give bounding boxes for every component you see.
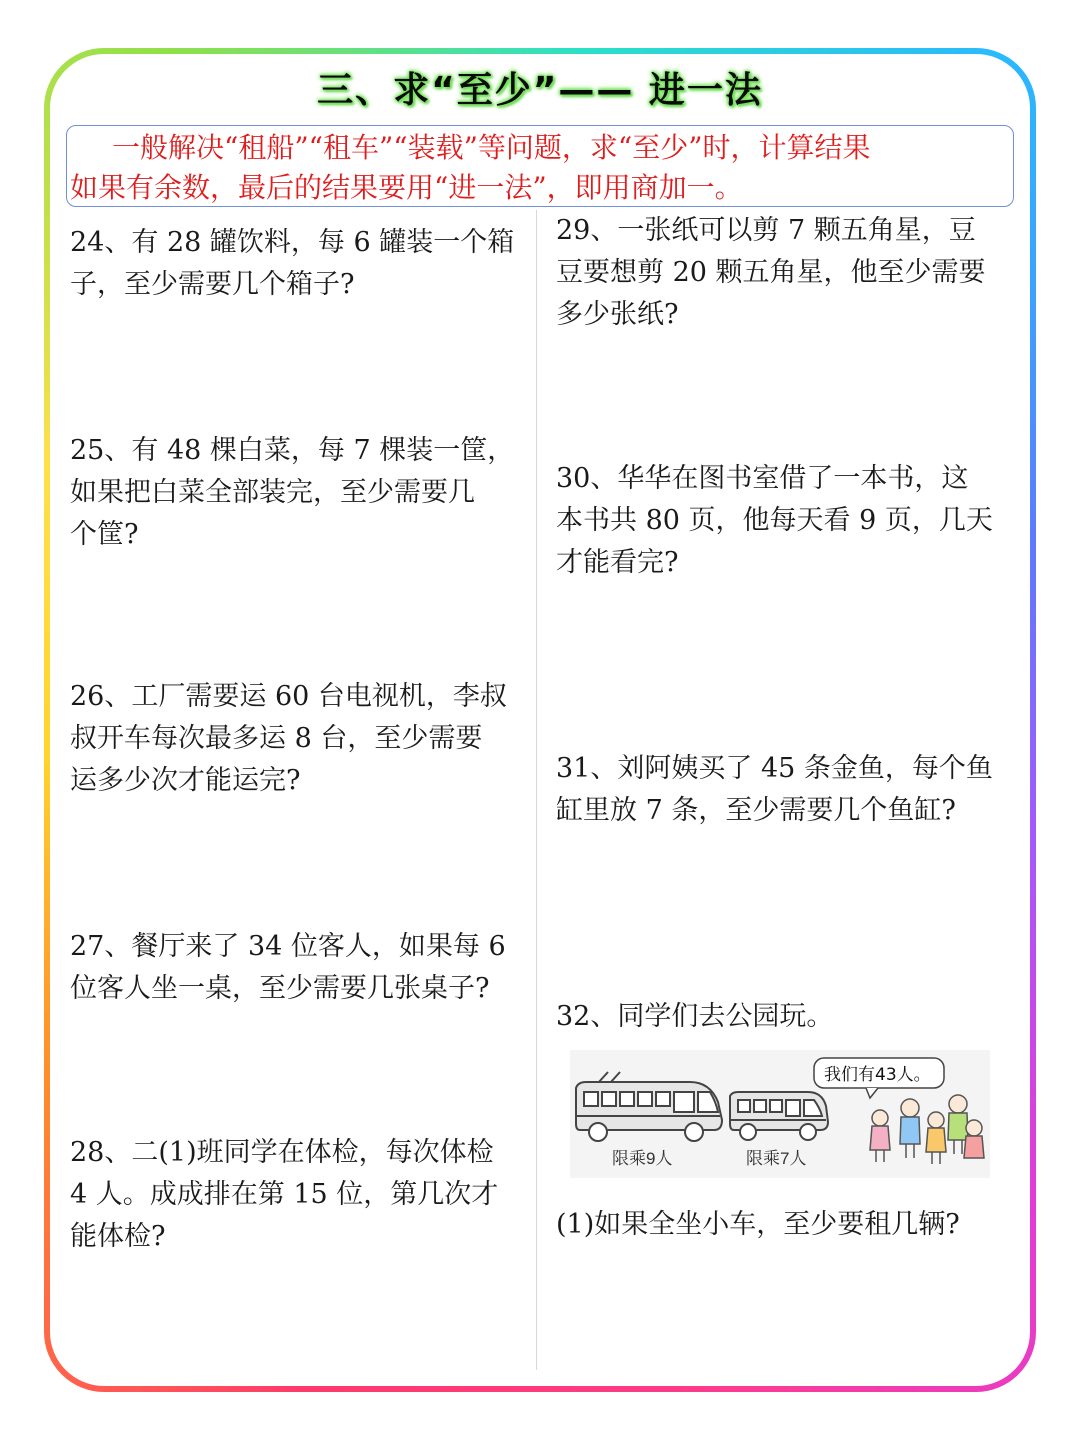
question-29: 29、一张纸可以剪 7 颗五角星，豆 豆要想剪 20 颗五角星，他至少需要 多少张纸?	[556, 215, 986, 330]
question-32: 32、同学们去公园玩。	[556, 1001, 834, 1032]
speech-text: 我们有43人。	[824, 1065, 931, 1085]
page-title: 三、求“至少”—— 进一法	[317, 70, 763, 111]
question-27: 27、餐厅来了 34 位客人，如果每 6 位客人坐一桌，至少需要几张桌子?	[70, 931, 506, 1004]
note-line-1: 一般解决“租船”“租车”“装载”等问题，求“至少”时，计算结果	[112, 131, 871, 164]
note-line-2: 如果有余数，最后的结果要用“进一法”，即用商加一。	[70, 171, 743, 204]
question-32-part-1: (1)如果全坐小车，至少要租几辆?	[556, 1209, 960, 1240]
question-24: 24、有 28 罐饮料，每 6 罐装一个箱 子，至少需要几个箱子?	[70, 227, 515, 300]
question-31: 31、刘阿姨买了 45 条金鱼，每个鱼 缸里放 7 条，至少需要几个鱼缸?	[556, 753, 993, 826]
question-25: 25、有 48 棵白菜，每 7 棵装一筐， 如果把白菜全部装完，至少需要几 个筐?	[70, 435, 515, 550]
small-bus-label: 限乘7人	[746, 1149, 807, 1168]
column-divider	[536, 210, 537, 1370]
question-26: 26、工厂需要运 60 台电视机，李叔 叔开车每次最多运 8 台，至少需要 运多少次才能运完?	[70, 681, 507, 796]
note-text	[70, 128, 1010, 208]
bus-illustration	[570, 1050, 990, 1178]
question-30: 30、华华在图书室借了一本书，这 本书共 80 页，他每天看 9 页，几天 才能看完?	[556, 463, 993, 578]
big-bus-label: 限乘9人	[612, 1149, 673, 1168]
question-28: 28、二(1)班同学在体检，每次体检 4 人。成成排在第 15 位，第几次才 能体检?	[70, 1137, 499, 1252]
